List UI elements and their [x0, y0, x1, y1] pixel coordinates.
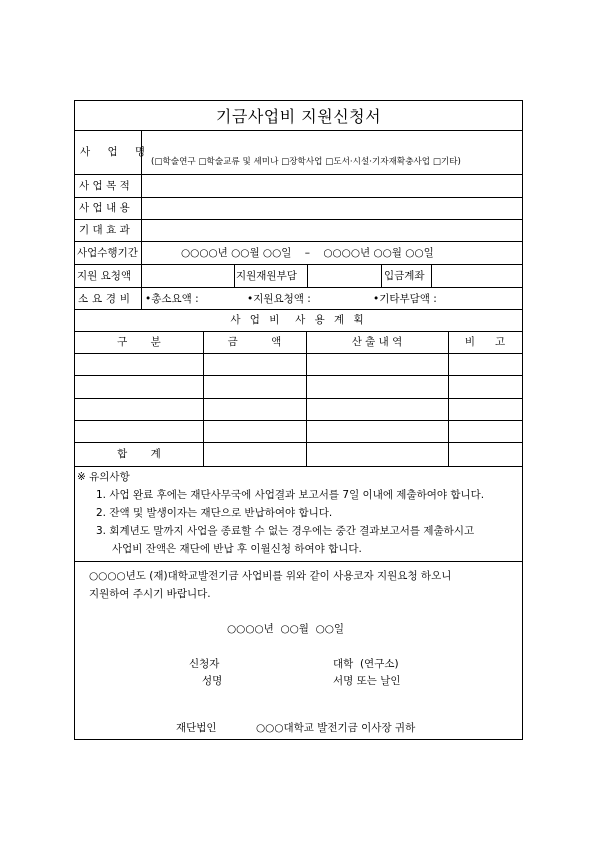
divider	[75, 264, 522, 265]
period-value[interactable]: ○○○○년 ○○월 ○○일 – ○○○○년 ○○월 ○○일	[181, 247, 434, 259]
funding-share-label: 지원재원부담	[236, 270, 297, 282]
divider	[75, 331, 522, 332]
college-label[interactable]: 대학 (연구소)	[333, 658, 399, 670]
total-amount-label[interactable]: •총소요액 :	[145, 293, 199, 305]
divider	[75, 420, 522, 421]
effect-label: 기대효과	[79, 224, 134, 236]
requested-amount-label[interactable]: •지원요청액 :	[247, 293, 311, 305]
divider	[75, 398, 522, 399]
divider	[75, 466, 522, 467]
purpose-label: 사업목적	[79, 180, 134, 192]
note-item: 1. 사업 완료 후에는 재단사무국에 사업결과 보고서를 7일 이내에 제출하여야 합니다.	[96, 489, 485, 501]
divider	[75, 130, 522, 131]
column-divider	[381, 264, 382, 287]
plan-total-label: 합 계	[117, 448, 161, 460]
column-divider	[448, 331, 449, 466]
support-amount-label: 지원 요청액	[77, 270, 132, 282]
divider	[75, 442, 522, 443]
signature-label[interactable]: 서명 또는 날인	[333, 675, 401, 687]
request-text: ○○○○년도 (재)대학교발전기금 사업비를 위와 같이 사용코자 지원요청 하오니	[89, 570, 452, 582]
note-item: 3. 회계년도 말까지 사업을 종료할 수 없는 경우에는 중간 결과보고서를 제출하시고	[96, 525, 475, 537]
notes-heading: ※ 유의사항	[77, 471, 130, 483]
divider	[75, 287, 522, 288]
divider	[75, 561, 522, 562]
content-label: 사업내용	[79, 202, 134, 214]
plan-heading: 사 업 비 사 용 계 획	[230, 314, 367, 326]
note-item: 사업비 잔액은 재단에 반납 후 이월신청 하여야 합니다.	[112, 543, 362, 555]
note-item: 2. 잔액 및 발생이자는 재단으로 반납하여야 합니다.	[96, 507, 333, 519]
required-cost-label: 소요경비	[78, 293, 134, 305]
project-category-options[interactable]: (□학술연구 □학술교류 및 세미나 □장학사업 □도서·시설·기자재확충사업 □기타)	[151, 157, 461, 167]
divider	[75, 309, 522, 310]
column-divider	[306, 331, 307, 466]
column-divider	[203, 331, 204, 466]
other-share-label[interactable]: •기타부담액 :	[373, 293, 437, 305]
application-date[interactable]: ○○○○년 ○○월 ○○일	[227, 623, 345, 635]
divider	[75, 174, 522, 175]
application-form	[74, 100, 523, 740]
plan-column-breakdown: 산 출 내 역	[351, 336, 403, 348]
recipient: ○○○대학교 발전기금 이사장 귀하	[256, 722, 416, 734]
column-divider	[234, 264, 235, 287]
column-divider	[431, 264, 432, 287]
plan-column-category: 구 분	[117, 336, 161, 348]
form-title: 기금사업비 지원신청서	[215, 107, 382, 126]
applicant-label: 신청자	[189, 658, 220, 670]
divider	[75, 375, 522, 376]
name-label: 성명	[202, 675, 223, 687]
plan-column-remarks: 비 고	[464, 336, 506, 348]
recipient-org: 재단법인	[176, 722, 217, 734]
divider	[75, 197, 522, 198]
divider	[75, 219, 522, 220]
divider	[75, 241, 522, 242]
divider	[75, 353, 522, 354]
project-name-label: 사 업 명	[80, 146, 153, 158]
request-text: 지원하여 주시기 바랍니다.	[89, 588, 211, 600]
plan-column-amount: 금 액	[227, 336, 282, 348]
period-label: 사업수행기간	[77, 247, 138, 259]
column-divider	[307, 264, 308, 287]
deposit-account-label: 입금계좌	[384, 270, 425, 282]
